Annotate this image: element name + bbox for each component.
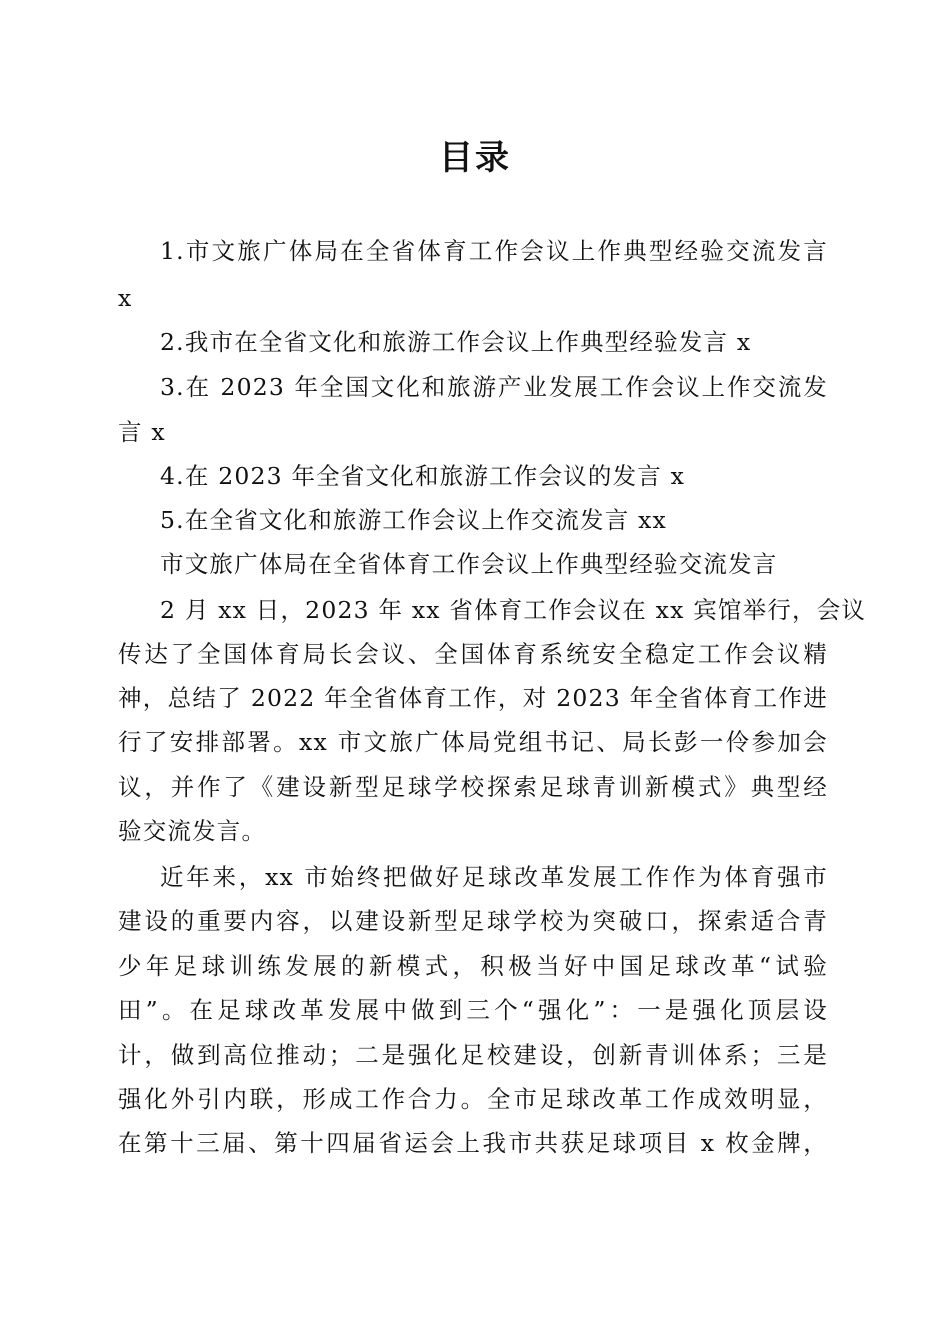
toc-item-5: 5.在全省文化和旅游工作会议上作交流发言 xx (160, 506, 667, 534)
article-title: 市文旅广体局在全省体育工作会议上作典型经验交流发言 (160, 550, 778, 578)
toc-item-2: 2.我市在全省文化和旅游工作会议上作典型经验发言 x (160, 328, 752, 356)
document-title: 目录 (439, 138, 511, 178)
paragraph1-line: 验交流发言。 (118, 817, 267, 845)
toc-item-1: 1.市文旅广体局在全省体育工作会议上作典型经验交流发言 (160, 237, 828, 265)
toc-item-3-continued: 言 x (118, 418, 166, 446)
paragraph1-line: 传达了全国体育局长会议、全国体育系统安全稳定工作会议精 (118, 640, 828, 668)
paragraph2-line: 建设的重要内容，以建设新型足球学校为突破口，探索适合青 (118, 907, 828, 935)
paragraph2-line: 强化外引内联，形成工作合力。全市足球改革工作成效明显， (118, 1085, 828, 1113)
paragraph2-line: 计，做到高位推动；二是强化足校建设，创新青训体系；三是 (118, 1041, 828, 1069)
paragraph2-line: 在第十三届、第十四届省运会上我市共获足球项目 x 枚金牌， (118, 1129, 828, 1157)
paragraph1-line: 行了安排部署。xx 市文旅广体局党组书记、局长彭一伶参加会 (118, 728, 828, 756)
toc-item-4: 4.在 2023 年全省文化和旅游工作会议的发言 x (160, 462, 686, 490)
toc-item-1-continued: x (118, 284, 133, 312)
toc-item-3: 3.在 2023 年全国文化和旅游产业发展工作会议上作交流发 (160, 373, 828, 401)
paragraph2-line: 少年足球训练发展的新模式，积极当好中国足球改革“试验 (118, 952, 828, 980)
paragraph1-line: 议，并作了《建设新型足球学校探索足球青训新模式》典型经 (118, 773, 828, 801)
paragraph1-line: 2 月 xx 日，2023 年 xx 省体育工作会议在 xx 宾馆举行，会议 (160, 596, 867, 624)
paragraph1-line: 神，总结了 2022 年全省体育工作，对 2023 年全省体育工作进 (118, 684, 828, 712)
paragraph2-line: 田”。在足球改革发展中做到三个“强化”：一是强化顶层设 (118, 996, 828, 1024)
paragraph2-line: 近年来，xx 市始终把做好足球改革发展工作作为体育强市 (160, 863, 828, 891)
